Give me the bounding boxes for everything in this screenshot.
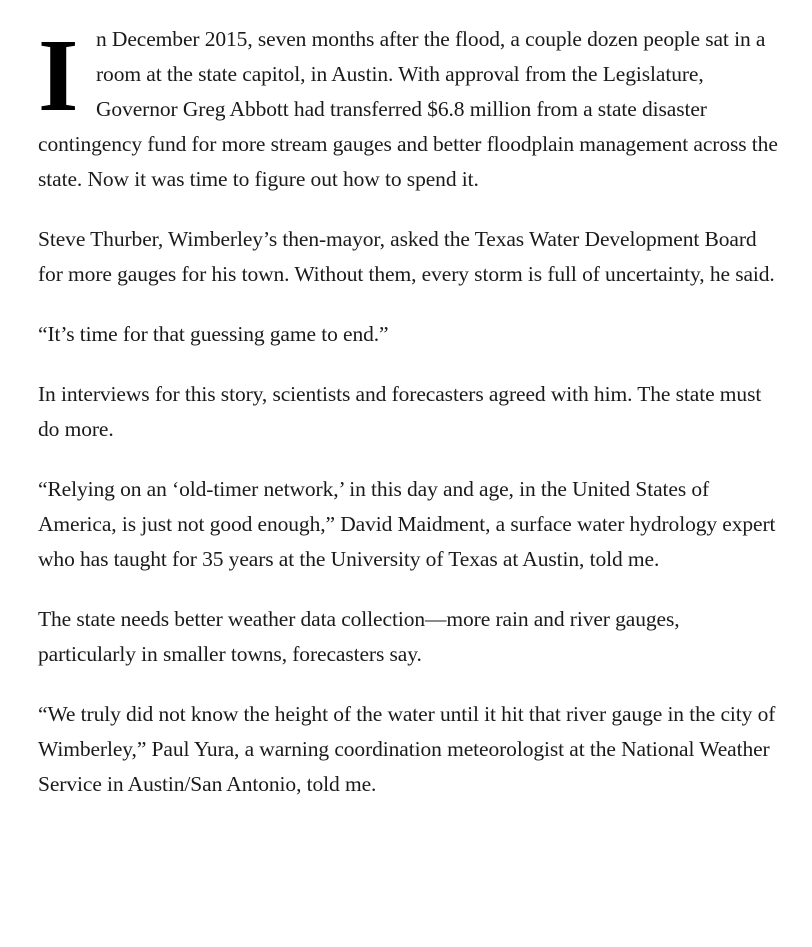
article-body	[38, 18, 778, 827]
paragraph-interviews: In interviews for this story, scientists and forecasters agreed with him. The state must do more.	[38, 382, 762, 441]
paragraph-yura-quote: “We truly did not know the height of the water until it hit that river gauge in the city of Wimberley,” Paul Yura, a warning coordination meteorologist at the National Weather Service in Austin/San Antonio, told me.	[38, 702, 776, 796]
paragraph-data-collection: The state needs better weather data collection—more rain and river gauges, particularly in smaller towns, forecasters say.	[38, 607, 680, 666]
paragraph-thurber: Steve Thurber, Wimberley’s then-mayor, asked the Texas Water Development Board for more gauges for his town. Without them, every storm is full of uncertainty, he said.	[38, 227, 775, 286]
drop-cap: I	[38, 18, 79, 133]
paragraph-intro-text: n December 2015, seven months after the flood, a couple dozen people sat in a room at the state capitol, in Austin. With approval from the Legislature, Governor Greg Abbott had transferred $6.8 million from a state disaster contingency fund for more stream gauges and better floodplain management across the state. Now it was time to figure out how to spend it.	[38, 27, 778, 191]
paragraph-intro	[38, 18, 778, 197]
paragraph-maidment-quote: “Relying on an ‘old-timer network,’ in this day and age, in the United States of America, is just not good enough,” David Maidment, a surface water hydrology expert who has taught for 35 years at the University of Texas at Austin, told me.	[38, 477, 776, 571]
paragraph-quote-guessing: “It’s time for that guessing game to end.”	[38, 322, 389, 346]
